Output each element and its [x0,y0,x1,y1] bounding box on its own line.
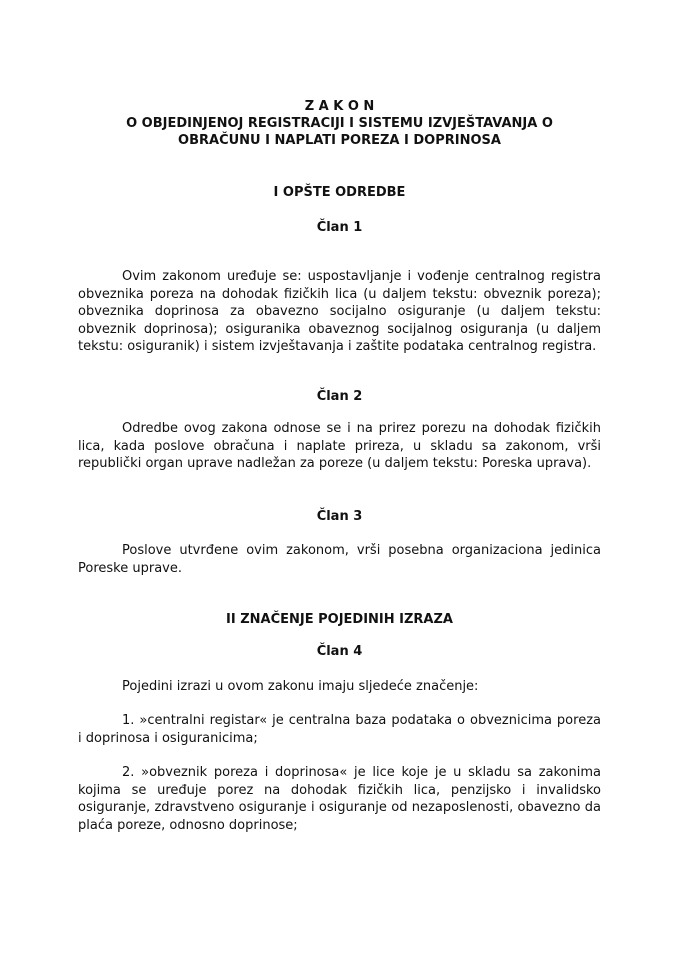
article-1-heading: Član 1 [316,220,363,235]
article-2-text: Odredbe ovog zakona odnose se i na prirez porezu na dohodak fizičkih lica, kada poslove obračuna i naplate prireza, u skladu sa zakonom, vrši republički organ uprave nadležan za poreze (u daljem tekstu: Poreska uprava). [78,421,601,472]
title-line-1: O OBJEDINJENOJ REGISTRACIJI I SISTEMU IZVJEŠTAVANJA O [126,116,553,131]
section-heading-terms: II ZNAČENJE POJEDINIH IZRAZA [226,612,453,627]
title-line-2: OBRAČUNU I NAPLATI POREZA I DOPRINOSA [178,133,501,148]
article-4-intro: Pojedini izrazi u ovom zakonu imaju sljedeće značenje: [122,679,479,694]
article-2-heading: Član 2 [316,389,363,404]
article-3-text: Poslove utvrđene ovim zakonom, vrši posebna organizaciona jedinica Poreske uprave. [78,543,601,576]
article-4-item-1: 1. »centralni registar« je centralna baza podataka o obveznicima poreza i doprinosa i osiguranicima; [78,713,601,746]
section-heading-general-provisions: I OPŠTE ODREDBE [273,185,406,200]
article-4-heading: Član 4 [316,644,363,659]
article-1-text: Ovim zakonom uređuje se: uspostavljanje i vođenje centralnog registra obveznika poreza na dohodak fizičkih lica (u daljem tekstu: obveznik poreza); obveznika doprinosa za obavezno socijalno osiguranje (u daljem tekstu: obveznik doprinosa); osiguranika obaveznog socijalnog osiguranja (u daljem tekstu: osiguranik) i sistem izvještavanja i zaštite podataka centralnog registra. [78,269,601,355]
title-word: Z A K O N [304,99,375,114]
article-3-heading: Član 3 [316,509,363,524]
article-4-item-2: 2. »obveznik poreza i doprinosa« je lice koje je u skladu sa zakonima kojima se uređuje porez na dohodak fizičkih lica, penzijsko i invalidsko osiguranje, zdravstveno osiguranje i osiguranje od nezaposlenosti, obavezno da plaća poreze, odnosno doprinose; [78,765,601,833]
law-title [60,98,619,149]
